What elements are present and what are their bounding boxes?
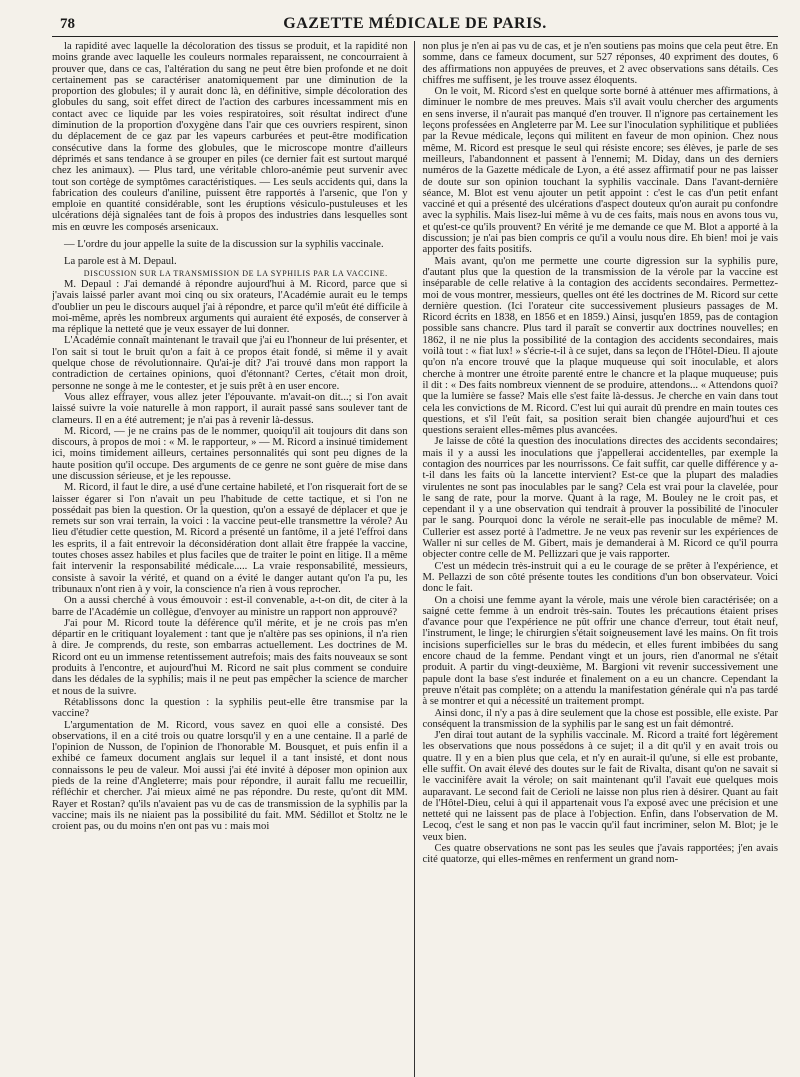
paragraph: J'en dirai tout autant de la syphilis vaccinale. M. Ricord a traité fort légèrement les observations que nous possédons à ce sujet; il a dit qu'il y en avait trois ou quatre. Il y en a bien plus que cela, et n'y en aurait-il qu'une, si elle est probante, elle suffit. On avait élevé des doutes sur le fait de Rivalta, disant qu'on ne savait si le vaccinifère avait la vérole; on sait maintenant qu'il l'avait eue quelques mois auparavant. Le second fait de Cerioli ne laisse non plus rien à désirer. Quant au fait de l'Hôtel-Dieu, celui à qui il appartenait vous l'a exposé avec une précision et une netteté qui ne laissent pas de place à l'objection. Enfin, dans l'observation de M. Lecoq, c'est le sang et non pas le vaccin qu'il faut incriminer, selon M. Blot; je le veux bien. — [422, 730, 779, 843]
paragraph: Rétablissons donc la question : la syphilis peut-elle être transmise par la vaccine? — [52, 696, 408, 720]
paragraph: Mais avant, qu'on me permette une courte digression sur la syphilis pure, d'autant plus que la question de la transmission de la vérole par la vaccine est inséparable de celle relative à la contagion des accidents secondaires. Permettez-moi de vous montrer, messieurs, quelles ont été les doctrines de M. Ricord sur cette dernière question. (Ici l'orateur cite successivement plusieurs passages de M. Ricord écrits en 1838, en 1856 et en 1859.) Ainsi, jusqu'en 1859, pas de contagion possible sans chancre. Plus tard il paraît se convertir aux doctrines nouvelles; en 1862, il ne nie plus la possibilité de la contagion des accidents secondaires, mais voilà tout : « fiat lux! » s'écrie-t-il à ce sujet, dans sa leçon de l'Hôtel-Dieu. Il ajoute qu'on n'a encore trouvé que la plaque muqueuse qui soit inoculable, et alors cherche à montrer une étroite parenté entre le chancre et la plaque muqueuse; puis il dit : « Des faits nombreux viennent de se produire, attendons... « Attendons quoi? que la lumière se fasse? Mais elle s'est faite là-dessus. Je cherche en vain dans tout cela les convictions de M. Ricord. C'est lui qui aurait dû prendre en main toutes ces questions, et s'il l'eût fait, sa position serait bien changée aujourd'hui et ces questions seraient elles-mêmes plus avancées. — [422, 255, 779, 437]
paragraph: C'est un médecin très-instruit qui a eu le courage de se prêter à l'expérience, et M. Pellazzi de son côté présente toutes les conditions d'un bon observateur. Voici donc le fait. — [422, 560, 779, 595]
paragraph: M. Depaul : J'ai demandé à répondre aujourd'hui à M. Ricord, parce que si j'avais laissé parler avant moi cinq ou six orateurs, l'Académie aurait eu le temps d'oublier un peu le discours auquel j'ai à répondre, et parce qu'il m'eût été difficile à moi-même, après les nombreux arguments qui auraient été exposés, de conserver à ma réplique la netteté que je veux essayer de lui donner. — [52, 278, 408, 336]
paragraph: On le voit, M. Ricord s'est en quelque sorte borné à atténuer mes affirmations, à diminuer le nombre de mes preuves. Mais s'il avait voulu chercher des arguments en sens inverse, il n'aurait pas manqué d'en trouver. Il n'ignore pas certainement les leçons professées en Angleterre par M. Lee sur l'inoculation syphilitique et publiées par la Revue médicale, leçons qui militent en faveur de mon opinion. Chez nous même, M. Ricord est presque le seul qui résiste encore; ses élèves, je parle de ses meilleurs, l'abandonnent et passent à l'ennemi; M. Diday, dans un des derniers numéros de la Gazette médicale de Lyon, a été assez affirmatif pour ne pas laisser de doute sur son opinion touchant la syphilis vaccinale. Dans l'avant-dernière séance, M. Blot est venu ajouter un petit appoint : c'est le cas d'un petit enfant vacciné et qui a présenté des ulcérations d'aspect douteux qu'on aurait pu confondre avec la syphilis. Mais lisez-lui même à vu de ces faits, mais nous en avons tous vu, et qu'est-ce qu'ils prouvent? En vérité je me demande ce que M. Blot a apporté à la discussion; je n'ai pas bien compris ce qu'il a voulu nous dire. Eh bien! moi je vais apporter des faits positifs. — [422, 86, 779, 256]
paragraph: la rapidité avec laquelle la décoloration des tissus se produit, et la rapidité non moins grande avec laquelle les couleurs normales reparaissent, ne concourraient à prouver que, dans ce cas, l'altération du sang ne peut être bien profonde et ne doit certainement pas se caractériser anatomiquement par une diminution de la proportion des globules; il y aurait donc là, en définitive, simple décoloration des globules du sang, soit effet direct de l'action des carbures incessamment mis en contact avec ce liquide par les voies respiratoires, soit résultat indirect d'une diminution de la proportion d'oxygène dans l'air que ces ouvriers respirent, sinon du déplacement de ce gaz par les vapeurs carburées et peut-être modification consécutive dans la forme des globules, que le microscope montre d'ailleurs déprimés et sans tendance à se grouper en piles (ce dernier fait est surtout marqué chez les animaux). — Plus tard, une véritable chloro-anémie peut survenir avec tout son cortège de symptômes caractéristiques. — Les seuls accidents qui, dans la fabrication des couleurs d'aniline, puissent être rapportés à l'arsenic, que l'on y emploie en quantité considérable, sont les éruptions vésiculo-pustuleuses et les ulcérations déjà signalées tant de fois à propos des industries dans lesquelles sont mis en œuvre les composés arsenicaux. — [52, 41, 408, 233]
paragraph: On a aussi cherché à vous émouvoir : est-il convenable, a-t-on dit, de citer à la barre de l'Académie un collègue, d'envoyer au ministre un rapport non approuvé? — [52, 595, 408, 618]
page-number: 78 — [60, 16, 75, 32]
section-heading: DISCUSSION SUR LA TRANSMISSION DE LA SYPHILIS PAR LA VACCINE. — [83, 268, 388, 278]
left-column — [52, 41, 414, 1077]
paragraph: L'Académie connaît maintenant le travail que j'ai eu l'honneur de lui présenter, et l'on sait si tout le bruit qu'on a fait à ce propos était fondé, si même il y avait quelque chose de révolutionnaire. Qu'ai-je dit? J'ai trouvé dans mon rapport la contradiction de certaines opinions, quoi d'étonnant? Certes, c'était mon droit, personne ne songe à me le contester, et je suis prêt à en user encore. — [52, 335, 408, 392]
paragraph: J'ai pour M. Ricord toute la déférence qu'il mérite, et je ne crois pas m'en départir en le critiquant loyalement : tant que je n'altère pas ses opinions, il n'a rien à dire. Je comprends, du reste, son embarras actuellement. Les doctrines de M. Ricord ont eu un immense retentissement autrefois; mais des faits nouveaux se sont produits à l'encontre, et aujourd'hui M. Ricord ne sait plus comment se conduire dans les dédales de la syphilis; mais il ne peut pas empêcher la science de marcher et nous de la suivre. — [52, 617, 408, 697]
paragraph: M. Ricord, — je ne crains pas de le nommer, quoiqu'il ait toujours dit dans son discours, à propos de moi : « M. le rapporteur, » — M. Ricord a insinué timidement ici, moins timidement ailleurs, certaines personnalités qui sont peu dignes de la haute position qu'il occupe. Des arguments de ce genre ne sont guère de mise dans une discussion sérieuse, et je les repousse. — [52, 425, 408, 482]
paragraph: L'argumentation de M. Ricord, vous savez en quoi elle a consisté. Des observations, il en a cité trois ou quatre lorsqu'il y en a une centaine. Il a parlé de l'opinion de Nusson, de l'opinion de l'honorable M. Bousquet, et puis enfin il a exhibé ce fameux document anglais sur lequel il a tant insisté, et dont nous connaissons le peu de valeur. Moi aussi j'ai été invité à déposer mon opinion aux pieds de la reine d'Angleterre; mais pour répondre, il aurait fallu me recueillir, réfléchir et chercher. J'ai mieux aimé ne pas répondre. Du reste, qu'ont dit MM. Rayer et Rostan? qu'ils n'avaient pas vu de cas de transmission de la syphilis par la vaccine; mais ils ne niaient pas la possibilité du fait. MM. Sédillot et Stoltz ne le croient pas, ou du moins n'en ont pas vu : mais moi — [52, 719, 408, 833]
paragraph: — L'ordre du jour appelle la suite de la discussion sur la syphilis vaccinale. — [64, 239, 384, 251]
paragraph: Ces quatre observations ne sont pas les seules que j'avais rapportées; j'en avais cité quatorze, qui elles-mêmes en renferment un grand nom- — [422, 843, 779, 866]
running-head: GAZETTE MÉDICALE DE PARIS. — [283, 15, 547, 32]
paragraph: Vous allez effrayer, vous allez jeter l'épouvante. m'avait-on dit...; si l'on avait laissé suivre la voie naturelle à mon rapport, il aurait passé sans soulever tant de clameurs. Il en a été autrement; je n'ai pas à revenir là-dessus. — [52, 391, 408, 426]
paragraph: La parole est à M. Depaul. — [64, 256, 177, 268]
page-header — [52, 14, 778, 37]
paragraph: non plus je n'en ai pas vu de cas, et je n'en soutiens pas moins que cela peut être. En somme, dans ce fameux document, sur 527 réponses, 40 expriment des doutes, 6 des affirmations non appuyées de preuves, et 2 avec observations sans détails. Ces chiffres me suffisent, je les trouve assez éloquents. — [422, 41, 779, 86]
right-column — [415, 41, 779, 1077]
paragraph: Je laisse de côté la question des inoculations directes des accidents secondaires; mais il y a aussi les inoculations que j'appellerai accidentelles, par exemple la contagion des nourrices par les nourrissons. Ce fait suffit, car quelle différence y a-t-il dans les faits où la lancette intervient? Est-ce que la plupart des maladies virulentes ne sont pas inoculables par le sang? Cela est vrai pour la clavelée, pour le sang de rate, pour la morve. Quant à la rage, M. Bouley ne le croit pas, et cependant il y a une observation qui tendrait à prouver la possibilité de l'inoculer par le sang. Pourquoi donc la vérole ne serait-elle pas inoculable de même? M. Cullerier est assez porté à l'admettre. Je ne veux pas revenir sur les expériences de Waller ni sur celles de M. Gibert, mais je demanderai à M. Ricord ce qu'il pourra objecter contre celle de M. Pellizzari que je vais rapporter. — [422, 436, 779, 561]
two-column-body — [52, 41, 778, 1077]
paragraph: On a choisi une femme ayant la vérole, mais une vérole bien caractérisée; on a saigné cette femme à un endroit très-sain. Toutes les précautions étaient prises d'avance pour que l'expérience ne pût offrir une chance d'erreur, tout était neuf, l'instrument, le linge; le chirurgien s'était soigneusement lavé les mains. On fit trois incisions superficielles sur le bras du médecin, et elles furent imbibées du sang encore chaud de la femme. Pendant vingt et un jours, rien d'anormal ne s'était produit. A partir du vingt-deuxième, M. Bargioni vit revenir successivement une papule dont la base s'est indurée et finalement on a eu un chancre. Cependant la preuve n'était pas complète; on a attendu la manifestation générale qui n'a pas tardé à se montrer et qui a nécessité un traitement prompt. — [422, 594, 779, 708]
paragraph: Ainsi donc, il n'y a pas à dire seulement que la chose est possible, elle existe. Par conséquent la transmission de la syphilis par le sang est un fait démontré. — [422, 707, 779, 730]
paragraph: M. Ricord, il faut le dire, a usé d'une certaine habileté, et l'on risquerait fort de se laisser égarer si l'on n'avait un peu l'habitude de cette tactique, et si l'on ne possédait pas bien la question. Or la question, qu'on a essayé de déplacer et que je remets sur son vrai terrain, la voici : la vaccine peut-elle transmettre la vérole? Au lieu d'étudier cette question, M. Ricord a présenté un fantôme, il a jeté l'effroi dans les esprits, il a fait entrevoir la déconsidération dont allait être frappée la vaccine, toutes choses assez habiles et plus faciles que de traiter le point en litige. Il a même fait intervenir la responsabilité médicale..... La vraie responsabilité, messieurs, consiste à savoir la vérité, et quand on a évité le danger autant qu'on l'a pu, les tribunaux n'ont rien à y voir, la conscience n'a rien à vous reprocher. — [52, 482, 408, 595]
